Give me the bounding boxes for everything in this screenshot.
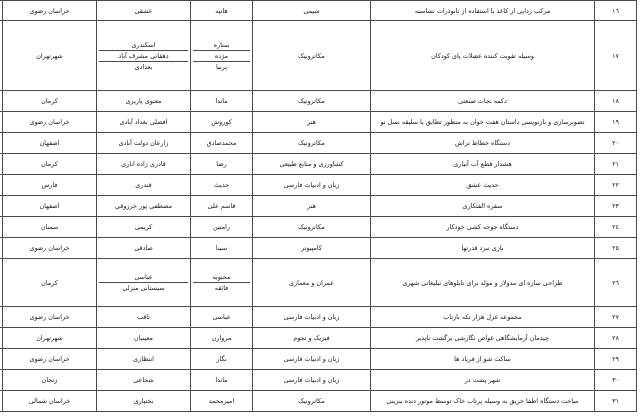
table-row (0, 349, 637, 370)
city-cell (0, 328, 3, 349)
field-cell: شیمی (253, 1, 371, 21)
table-row (0, 175, 637, 196)
province-cell: خراسان رضوی (3, 112, 97, 133)
project-title-cell: ساکت شو از فریاد ها (371, 349, 595, 370)
field-cell: زبان و ادبیات فارسی (253, 370, 371, 391)
first-name-cell: هانیه (191, 1, 253, 21)
city-cell (0, 1, 3, 21)
field-cell: مکاترونیک (253, 91, 371, 112)
first-name-subcell: مژده (193, 50, 250, 61)
project-title-cell: طراحی سازه ای مدولار و مولد برای تابلوهای تبلیغاتی شهری (371, 259, 595, 307)
first-name-subtable (193, 272, 250, 293)
last-name-subcell: عباسی (99, 272, 188, 283)
city-cell (0, 112, 3, 133)
province-cell: سمنان (3, 217, 97, 238)
city-cell (0, 238, 3, 259)
last-name-subcell: دهقانی مشرف آباد (99, 50, 188, 61)
province-cell: شهرتهران (3, 328, 97, 349)
row-number-cell: ١٧ (595, 21, 637, 91)
first-name-subcell: فائقه (193, 283, 250, 294)
city-cell (0, 133, 3, 154)
first-name-subtable (193, 40, 250, 72)
last-name-cell: قندری (97, 175, 191, 196)
first-name-cell: امیرمحمد (191, 391, 253, 412)
project-title-cell: ساخت دستگاه اطفا حریق به وسیله پرتاب خاک توسط موتور دنده بنزینی (371, 391, 595, 412)
province-cell: خراسان رضوی (3, 307, 97, 328)
city-cell (0, 21, 3, 91)
first-name-cell: رضا (191, 154, 253, 175)
project-title-cell: دستگاه جوجه کشی خودکار (371, 217, 595, 238)
first-name-cell (191, 259, 253, 307)
table-row (0, 154, 637, 175)
city-cell (0, 259, 3, 307)
last-name-cell: مصطفی پور خرزوقی (97, 196, 191, 217)
first-name-subcell: پرنیا (193, 61, 250, 72)
first-name-cell: قاسم علی (191, 196, 253, 217)
city-cell (0, 307, 3, 328)
first-name-subcell: ستاره (193, 40, 250, 51)
first-name-cell: رامتین (191, 217, 253, 238)
field-cell: فیزیک و نجوم (253, 328, 371, 349)
table-row (0, 370, 637, 391)
project-title-cell: مرکب زدایی از کاغذ با استفاده از نانوذرات نشاسته (371, 1, 595, 21)
table-row (0, 112, 637, 133)
first-name-cell: عباسی (191, 307, 253, 328)
province-cell: کرمان (3, 91, 97, 112)
project-title-cell: چیدمان آزمایشگاهی غواص نگارشی برگشت ناپذیر (371, 328, 595, 349)
project-title-cell: دستگاه خطاط تراش (371, 133, 595, 154)
last-name-subtable (99, 272, 188, 293)
city-cell (0, 391, 3, 412)
last-name-cell: شجاعی (97, 370, 191, 391)
field-cell: کامپیوتر (253, 238, 371, 259)
table-row (0, 133, 637, 154)
project-title-cell: دکمه نجات صنعتی (371, 91, 595, 112)
field-cell: کشاورزی و منابع طبیعی (253, 154, 371, 175)
table-row (0, 259, 637, 307)
project-title-cell: مجموعه غزل هزار تکه بازتاب (371, 307, 595, 328)
first-name-cell: نگار (191, 349, 253, 370)
project-title-cell: سفره الفتکاری (371, 196, 595, 217)
field-cell: هنر (253, 112, 371, 133)
table-row (0, 196, 637, 217)
first-name-cell: ماندا (191, 370, 253, 391)
last-name-cell: معینیان (97, 328, 191, 349)
table-body (0, 1, 637, 412)
province-cell: فارس (3, 175, 97, 196)
first-name-cell: مروارن (191, 328, 253, 349)
row-number-cell: ١٩ (595, 112, 637, 133)
table-row (0, 238, 637, 259)
field-cell: مکاترونیک (253, 391, 371, 412)
table-row (0, 1, 637, 21)
project-title-cell: شهر پشت در (371, 370, 595, 391)
project-title-cell: هشدار قطع آب آبیاری (371, 154, 595, 175)
province-cell: کرمان (3, 154, 97, 175)
city-cell (0, 370, 3, 391)
row-number-cell: ٢٨ (595, 328, 637, 349)
row-number-cell: ٢٤ (595, 217, 637, 238)
last-name-subcell: سیستانی منزلی (99, 283, 188, 294)
last-name-cell: ثاقب (97, 307, 191, 328)
field-cell: مکاترونیک (253, 133, 371, 154)
city-cell (0, 154, 3, 175)
field-cell: زبان و ادبیات فارسی (253, 175, 371, 196)
field-cell: زبان و ادبیات فارسی (253, 307, 371, 328)
province-cell: کرمان (3, 259, 97, 307)
row-number-cell: ٢٠ (595, 133, 637, 154)
province-cell: زنجان (3, 370, 97, 391)
city-cell (0, 217, 3, 238)
row-number-cell: ١٨ (595, 91, 637, 112)
row-number-cell: ٢٧ (595, 307, 637, 328)
table-row (0, 21, 637, 91)
last-name-cell: قادری زاده اناری (97, 154, 191, 175)
last-name-cell (97, 21, 191, 91)
province-cell: خراسان شمالی (3, 391, 97, 412)
field-cell: هنر (253, 196, 371, 217)
last-name-cell: افضلی بغداد آبادی (97, 112, 191, 133)
last-name-cell (97, 259, 191, 307)
last-name-subtable (99, 40, 188, 72)
city-cell (0, 349, 3, 370)
first-name-cell: کوروش (191, 112, 253, 133)
project-title-cell: تصویرسازی و بازنویسی داستان هفت خوان به منظور تطابق با سلیقه نسل نو (371, 112, 595, 133)
city-cell (0, 196, 3, 217)
province-cell: خراسان رضوی (3, 349, 97, 370)
last-name-subcell: بغدادی (99, 61, 188, 72)
first-name-cell (191, 21, 253, 91)
last-name-subcell: اسکندری (99, 40, 188, 51)
province-cell: شهرتهران (3, 21, 97, 91)
last-name-cell: صادقی (97, 238, 191, 259)
table-row (0, 391, 637, 412)
row-number-cell: ٢٥ (595, 238, 637, 259)
first-name-subcell: محبوبه (193, 272, 250, 283)
field-cell: مکاترونیک (253, 21, 371, 91)
project-title-cell: حدیث عشق (371, 175, 595, 196)
row-number-cell: ٢٩ (595, 349, 637, 370)
province-cell: اصفهان (3, 196, 97, 217)
first-name-cell: محمدصادق (191, 133, 253, 154)
city-cell (0, 175, 3, 196)
row-number-cell: ١٦ (595, 1, 637, 21)
city-cell (0, 91, 3, 112)
last-name-cell: بختیاری (97, 391, 191, 412)
first-name-cell: حدیث (191, 175, 253, 196)
project-title-cell: وسیله تقویت کننده عضلات پای کودکان (371, 21, 595, 91)
province-cell: اصفهان (3, 133, 97, 154)
last-name-cell: انتظاری (97, 349, 191, 370)
row-number-cell: ٢١ (595, 154, 637, 175)
province-cell: خراسان رضوی (3, 1, 97, 21)
field-cell: زبان و ادبیات فارسی (253, 349, 371, 370)
row-number-cell: ٢٦ (595, 259, 637, 307)
field-cell: مکاترونیک (253, 217, 371, 238)
row-number-cell: ٣٠ (595, 370, 637, 391)
table-row (0, 217, 637, 238)
last-name-cell: زارعان دولت آبادی (97, 133, 191, 154)
province-cell: خراسان رضوی (3, 238, 97, 259)
table-row (0, 328, 637, 349)
project-title-cell: بازی نبرد قدرتها (371, 238, 595, 259)
last-name-cell: کریمی (97, 217, 191, 238)
last-name-cell: معنوی پاریزی (97, 91, 191, 112)
table-row (0, 91, 637, 112)
table-row (0, 307, 637, 328)
row-number-cell: ٢٢ (595, 175, 637, 196)
last-name-cell: عشقی (97, 1, 191, 21)
first-name-cell: سینا (191, 238, 253, 259)
field-cell: عمران و معماری (253, 259, 371, 307)
row-number-cell: ٣١ (595, 391, 637, 412)
first-name-cell: ماندا (191, 91, 253, 112)
row-number-cell: ٢٣ (595, 196, 637, 217)
